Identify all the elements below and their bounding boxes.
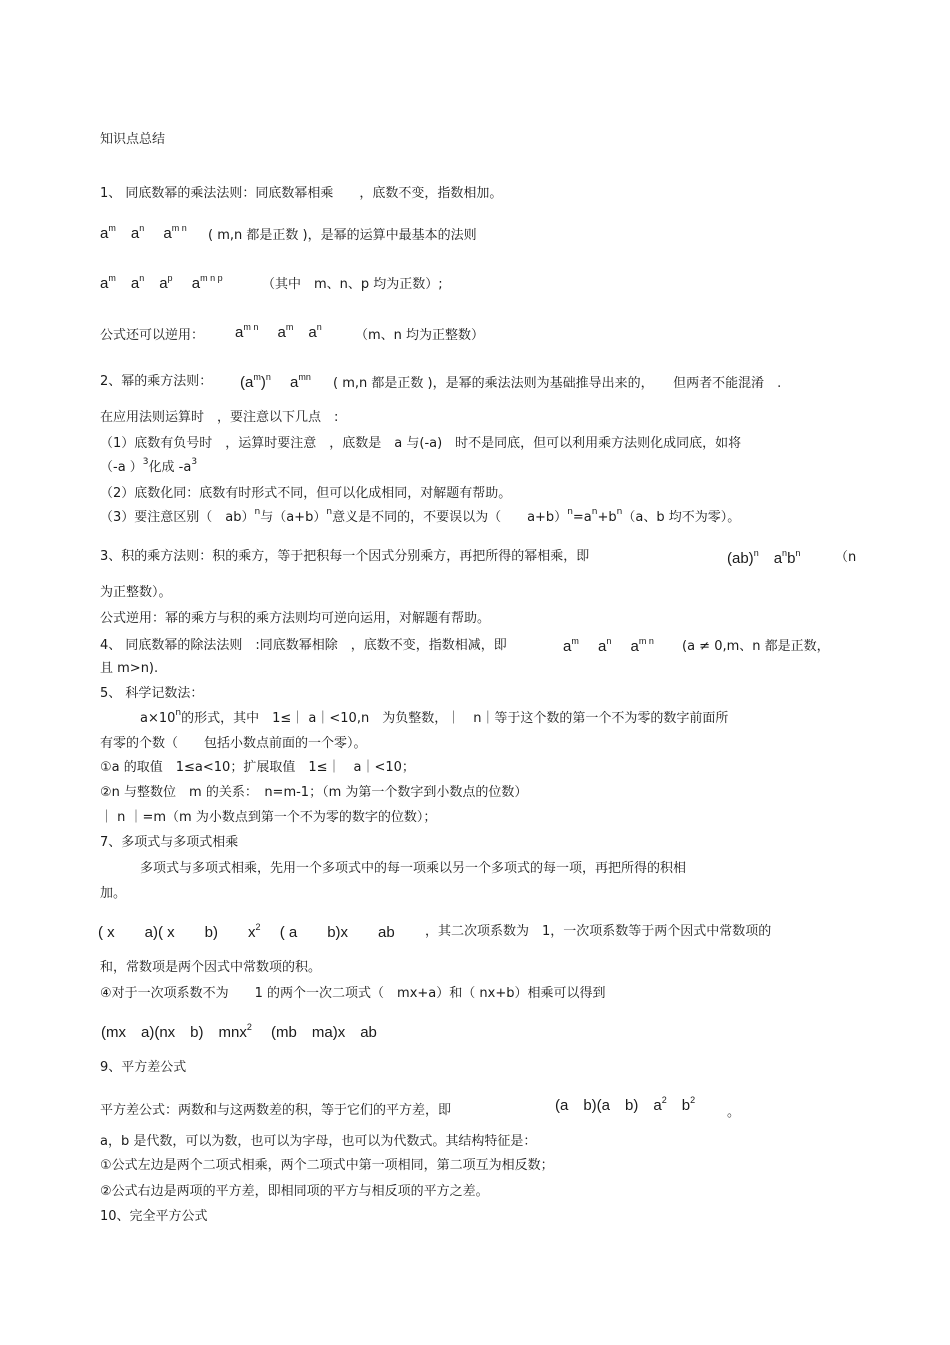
s2-label: 2、幂的乘方法则： xyxy=(100,374,213,389)
s1-reverse-label: 公式还可以逆用： xyxy=(100,328,205,343)
formula-2: $a^m$ $a^n$ $a^p$ $a^{m n p}$ xyxy=(100,273,223,292)
s10-heading: 10、完全平方公式 xyxy=(100,1209,208,1224)
s1-cond2: （其中 m、n、p 均为正数）; xyxy=(262,277,443,292)
s7-cont: 和，常数项是两个因式中常数项的积。 xyxy=(100,960,322,975)
s5-line2: 有零的个数（ 包括小数点前面的一个零）。 xyxy=(100,736,367,751)
s7-formula-tail: ，其二次项系数为 1，一次项系数等于两个因式中常数项的 xyxy=(425,924,772,939)
s9-line3: ②公式右边是两项的平方差，即相同项的平方与相反项的平方之差。 xyxy=(100,1184,489,1199)
s3-tail: （n xyxy=(835,550,857,565)
s9-period: 。 xyxy=(727,1105,741,1120)
formula-1: $a^m$ $a^n$ $a^{m n}$ xyxy=(100,223,187,242)
s5-line4: ②n 与整数位 m 的关系： n=m-1；（m 为第一个数字到小数点的位数） xyxy=(100,785,528,800)
s1-cond3: （m、n 均为正整数） xyxy=(355,328,485,343)
s3-heading: 3、积的乘方法则：积的乘方，等于把积每一个因式分别乘方，再把所得的幂相乘，即 xyxy=(100,549,590,564)
s5-heading: 5、 科学记数法： xyxy=(100,686,204,701)
s4-heading: 4、 同底数幂的除法法则 :同底数幂相除 ，底数不变，指数相减，即 xyxy=(100,638,507,653)
formula-6: $a^m$ $a^n$ $a^{m n}$ xyxy=(563,636,654,655)
s7-heading: 7、多项式与多项式相乘 xyxy=(100,835,239,850)
s1-cond1: ( m,n 都是正数 )，是幂的运算中最基本的法则 xyxy=(208,228,477,243)
s4-cont: 且 m>n). xyxy=(100,661,159,676)
s2-point1: （1）底数有负号时 ，运算时要注意 ，底数是 a 与(-a) 时不是同底，但可以利用乘方法则化成同底，如将 xyxy=(100,436,742,451)
s9-line1: a，b 是代数，可以为数，也可以为字母，也可以为代数式。其结构特征是： xyxy=(100,1134,537,1149)
document-title: 知识点总结 xyxy=(100,132,166,147)
s5-line5: ｜ n ｜=m（m 为小数点到第一个不为零的数字的位数）； xyxy=(100,810,437,825)
formula-8: (mx a)(nx b) mnx$^2$ (mb ma)x ab xyxy=(101,1022,377,1041)
s7-desc1: 多项式与多项式相乘，先用一个多项式中的每一项乘以另一个多项式的每一项，再把所得的积相 xyxy=(140,861,687,876)
s5-line1: $a\times 10^n$的形式，其中 1≤｜ a｜<10,n 为负整数，｜ n｜等于这个数的第一个不为零的数字前面所 xyxy=(140,708,729,726)
formula-9: (a b)(a b) $a^2$ $b^2$ xyxy=(555,1095,696,1114)
s2-point1-cont: （-a ）$^3$化成 $-a^3$ xyxy=(100,457,198,475)
s1-heading: 1、 同底数幂的乘法法则：同底数幂相乘 ，底数不变，指数相加。 xyxy=(100,186,503,201)
formula-5: (ab)$^n$ $a^nb^n$ xyxy=(727,548,801,567)
s2-point2: （2）底数化同：底数有时形式不同，但可以化成相同，对解题有帮助。 xyxy=(100,486,512,501)
s9-heading: 9、平方差公式 xyxy=(100,1060,187,1075)
formula-4: $(a^m)^n$ $a^{mn}$ xyxy=(240,372,311,391)
s4-cond: (a ≠ 0,m、n 都是正数， xyxy=(682,639,830,654)
s2-note: 在应用法则运算时 ，要注意以下几点 : xyxy=(100,410,339,425)
s7-note: ④对于一次项系数不为 1 的两个一次二项式（ mx+a）和（ nx+b）相乘可以得到 xyxy=(100,986,606,1001)
s2-cond: ( m,n 都是正数 )，是幂的乘法法则为基础推导出来的， 但两者不能混淆 . xyxy=(333,376,782,391)
formula-3: $a^{m n}$ $a^m$ $a^n$ xyxy=(235,322,322,341)
s9-definition: 平方差公式：两数和与这两数差的积，等于它们的平方差，即 xyxy=(100,1103,452,1118)
s2-point3: （3）要注意区别（ ab）$^n$与$(a+b)^n$意义是不同的，不要误以为（ $a+b)^n=a^n+b^n(a$、b 均不为零）。 xyxy=(100,507,741,525)
s3-reverse: 公式逆用：幂的乘方与积的乘方法则均可逆向运用，对解题有帮助。 xyxy=(100,611,491,626)
s5-line3: ①a 的取值 1≤a<10；扩展取值 1≤｜ a｜<10； xyxy=(100,760,415,775)
s9-line2: ①公式左边是两个二项式相乘，两个二项式中第一项相同，第二项互为相反数； xyxy=(100,1158,554,1173)
formula-7: ( x a)( x b) $x^2$ ( a b)x ab xyxy=(98,922,395,941)
s3-cont: 为正整数）。 xyxy=(100,585,172,600)
s7-desc2: 加。 xyxy=(100,886,127,901)
